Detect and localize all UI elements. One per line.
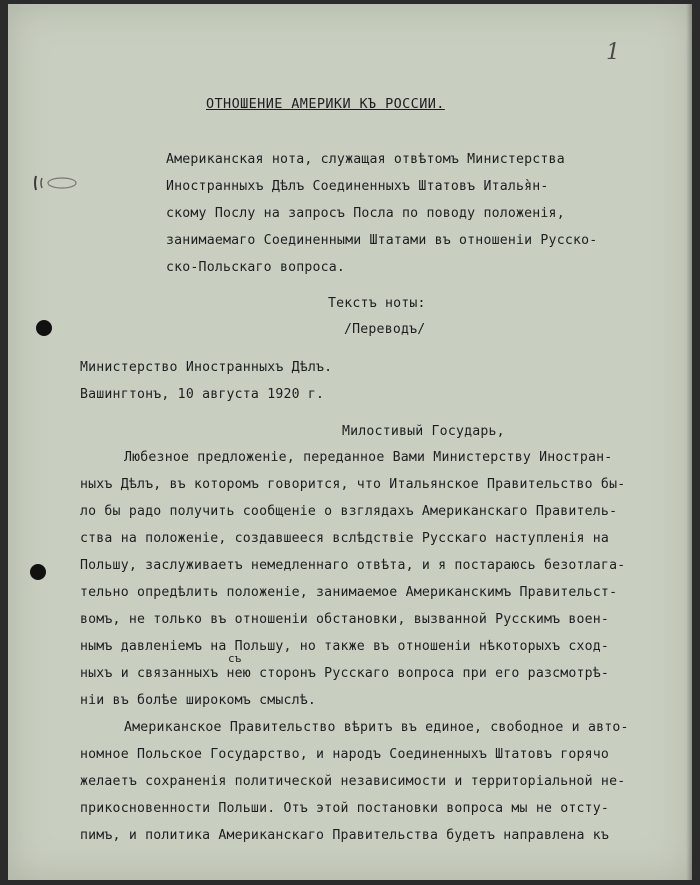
body-line: желаетъ сохраненія политической независимости и территоріальной не- — [80, 774, 626, 789]
body-line: ло бы радо получить сообщеніе о взглядахъ Американскаго Правитель- — [80, 504, 618, 519]
body-line: нымъ давленіемъ на Польшу, но также въ отношеніи нѣкоторыхъ сход- — [80, 639, 610, 654]
page-edge-shadow — [686, 4, 692, 880]
salutation: Милостивый Государь, — [342, 424, 505, 439]
body-line: прикосновенности Польши. Отъ этой постановки вопроса мы не отсту- — [80, 801, 610, 816]
body-line: ства на положеніе, создавшееся вслѣдствіе Русскаго наступленія на — [80, 531, 610, 546]
intro-line: Иностранныхъ Дѣлъ Соединенныхъ Штатовъ Италья̀н- — [166, 179, 549, 194]
body-line: вомъ, не только въ отношеніи обстановки, вызванной Русскимъ воен- — [80, 612, 610, 627]
body-line: пимъ, и политика Американскаго Правительства будетъ направлена къ — [80, 828, 610, 843]
folio-number: 1 — [606, 40, 620, 65]
body-line: тельно опредѣлить положеніе, занимаемое Американскимъ Правительст- — [80, 585, 618, 600]
inline-correction: съ — [228, 652, 242, 665]
note-heading: Текстъ ноты: — [328, 296, 426, 311]
intro-line: Американская нота, служащая отвѣтомъ Министерства — [166, 152, 565, 167]
document-page — [8, 4, 692, 880]
body-line: Любезное предложеніе, переданное Вами Министерству Иностран- — [124, 450, 613, 465]
body-line: Американское Правительство вѣритъ въ единое, свободное и авто- — [124, 720, 629, 735]
body-line: ніи въ болѣе широкомъ смыслѣ. — [80, 693, 317, 708]
translation-label: /Переводъ/ — [344, 322, 426, 337]
body-line: ныхъ и связанныхъ нею сторонъ Русскаго вопроса при его разсмотрѣ- — [80, 666, 610, 681]
body-line: номное Польское Государство, и народъ Соединенныхъ Штатовъ горячо — [80, 747, 610, 762]
intro-line: занимаемаго Соединенными Штатами въ отношеніи Русско- — [166, 233, 598, 248]
intro-line: ско-Польскаго вопроса. — [166, 260, 346, 275]
body-line: Польшу, заслуживаетъ немедленнаго отвѣта, и я постараюсь безотлага- — [80, 558, 626, 573]
place-date-line: Вашингтонъ, 10 августа 1920 г. — [80, 387, 325, 402]
intro-line: скому Послу на запросъ Посла по поводу положенія, — [166, 206, 565, 221]
paperclip-mark-icon — [32, 172, 80, 194]
document-title: ОТНОШЕНИЕ АМЕРИКИ КЪ РОССИИ. — [206, 96, 445, 112]
sender-line: Министерство Иностранныхъ Дѣлъ. — [80, 360, 333, 375]
punch-hole-top — [36, 320, 52, 336]
body-line: ныхъ Дѣлъ, въ которомъ говорится, что Итальянское Правительство бы- — [80, 477, 626, 492]
punch-hole-bottom — [30, 564, 46, 580]
